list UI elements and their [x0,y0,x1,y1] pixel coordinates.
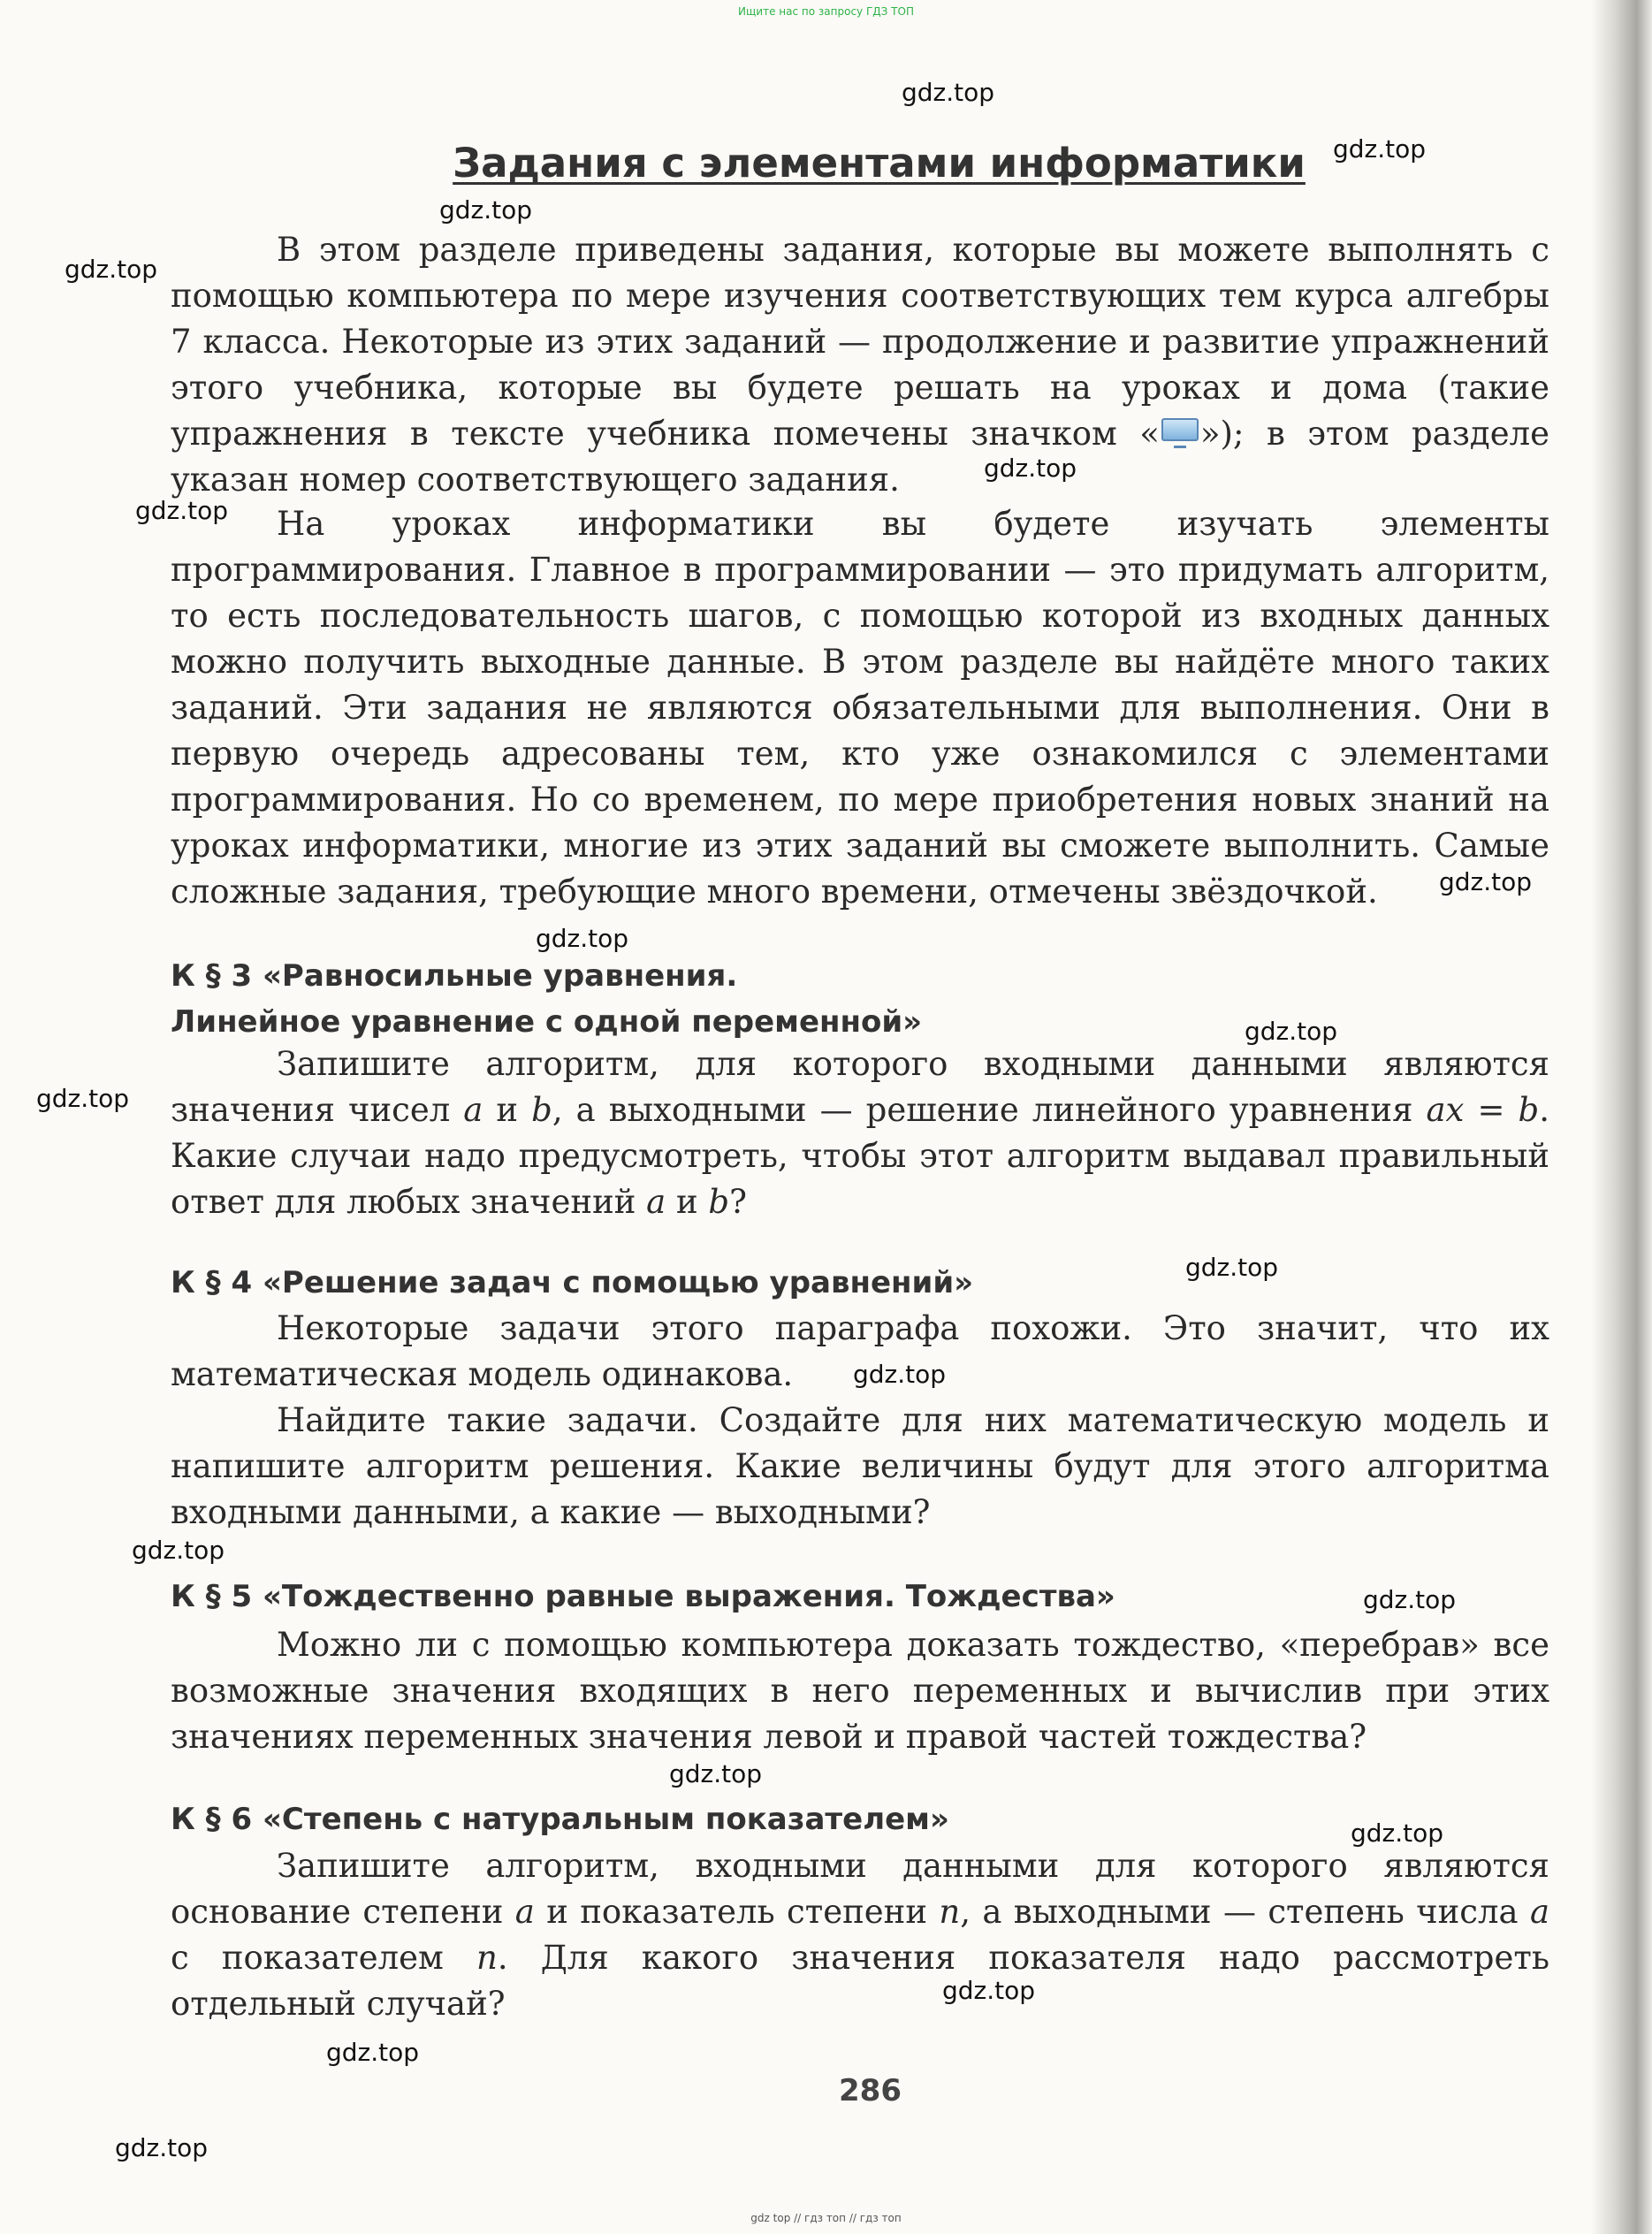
watermark: gdz.top [669,1759,763,1788]
watermark: gdz.top [65,255,158,284]
watermark: gdz.top [1351,1818,1444,1848]
section-5-paragraph: Можно ли с помощью компьютера доказать тождество, «перебрав» все возможные значения входящих в него переменных и вычислив при этих значениях переменных значения левой и правой частей тождества? [171,1626,1549,1756]
intro-paragraph-1: В этом разделе приведены задания, которые вы можете выполнять с помощью компьютера по мере изучения соответствующих тем курса алгебры 7 класса. Некоторые из этих заданий — продолжение и развитие упражнений этого учебника, которые вы будете решать на уроках и дома (такие упражнения в тексте учебника помечены значком « »); в этом разделе указан номер соответствующего задания. [171,231,1549,499]
watermark: gdz.top [1439,867,1533,896]
watermark: gdz.top [902,78,995,107]
section-3-text: Запишите алгоритм, для которого входными данными являются значения чисел a и b, а выходными — решение линейного уравнения ax = b. Какие случаи надо предусмотреть, чтобы этот алгоритм выдавал правильный ответ для любых значений a и b? [171,1045,1550,1221]
watermark: gdz.top [135,496,229,525]
page-number: 286 [839,2073,902,2108]
watermark: gdz.top [36,1084,130,1113]
watermark: gdz.top [853,1360,947,1389]
watermark: gdz.top [326,2038,420,2067]
watermark: gdz.top [115,2133,209,2162]
watermark: gdz.top [1333,134,1427,164]
watermark: gdz.top [439,195,533,225]
section-4-heading: К § 4 «Решение задач с помощью уравнений» [171,1265,974,1300]
intro-paragraph-2: На уроках информатики вы будете изучать элементы программирования. Главное в программировании — это придумать алгоритм, то есть последовательность шагов, с помощью которой из входных данных можно получить выходные данные. В этом разделе вы найдёте много таких заданий. Эти задания не являются обязательными для выполнения. Они в первую очередь адресованы тем, кто уже ознакомился с элементами программирования. Но со временем, по мере приобретения новых знаний на уроках информатики, многие из этих заданий вы сможете выполнить. Самые сложные задания, требующие много времени, отмечены звёздочкой. [171,505,1549,911]
watermark: gdz.top [536,924,629,953]
section-6-paragraph: Запишите алгоритм, входными данными для которого являются основание степени a и показатель степени n, а выходными — степень числа a с показателем n. Для какого значения показателя надо рассмотреть отдельный случай? [171,1847,1550,2023]
section-4-paragraph-1: Некоторые задачи этого параграфа похожи. Это значит, что их математическая модель одинакова. [171,1309,1549,1393]
section-3-heading: К § 3 «Равносильные уравнения. Линейное уравнение с одной переменной» [171,958,923,1040]
watermark: gdz.top [942,1976,1036,2005]
top-banner: Ищите нас по запросу ГДЗ ТОП [738,5,914,18]
watermark: gdz.top [1245,1017,1338,1046]
section-6-heading: К § 6 «Степень с натуральным показателем» [171,1802,949,1837]
section-5-heading: К § 5 «Тождественно равные выражения. Тождества» [171,1579,1115,1614]
watermark: gdz.top [1363,1585,1457,1614]
watermark: gdz.top [1185,1253,1279,1282]
watermark: gdz.top [984,454,1077,483]
footer: gdz top // гдз топ // гдз топ [750,2212,902,2224]
watermark: gdz.top [132,1536,225,1565]
computer-monitor-icon [1160,418,1200,448]
page-edge-shadow [1591,0,1652,2234]
section-4-paragraph-2: Найдите такие задачи. Создайте для них математическую модель и напишите алгоритм решения. Какие величины будут для этого алгоритма входными данными, а какие — выходными? [171,1401,1549,1531]
page-title: Задания с элементами информатики [453,140,1306,187]
